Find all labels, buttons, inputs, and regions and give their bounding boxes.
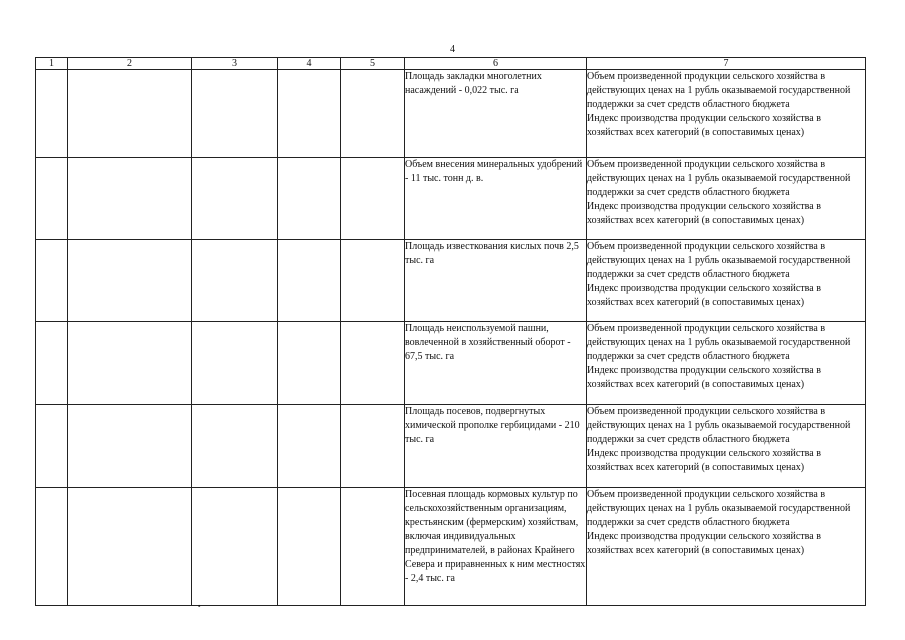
result-cell: Объем произведенной продукции сельского хозяйства в действующих ценах на 1 рубль оказываемой государственной поддержки за счет средств областного бюджета Индекс производства продукции сельского хозяйства в хозяйствах всех категорий (в сопоставимых ценах) — [587, 240, 866, 322]
empty-cell — [68, 488, 192, 606]
empty-cell — [278, 240, 341, 322]
indicator-cell: Площадь известкования кислых почв 2,5 тыс. га — [405, 240, 587, 322]
indicator-cell: Площадь закладки многолетних насаждений - 0,022 тыс. га — [405, 70, 587, 158]
result-cell: Объем произведенной продукции сельского хозяйства в действующих ценах на 1 рубль оказываемой государственной поддержки за счет средств областного бюджета Индекс производства продукции сельского хозяйства в хозяйствах всех категорий (в сопоставимых ценах) — [587, 488, 866, 606]
result-cell: Объем произведенной продукции сельского хозяйства в действующих ценах на 1 рубль оказываемой государственной поддержки за счет средств областного бюджета Индекс производства продукции сельского хозяйства в хозяйствах всех категорий (в сопоставимых ценах) — [587, 322, 866, 405]
empty-cell — [278, 322, 341, 405]
result-cell: Объем произведенной продукции сельского хозяйства в действующих ценах на 1 рубль оказываемой государственной поддержки за счет средств областного бюджета Индекс производства продукции сельского хозяйства в хозяйствах всех категорий (в сопоставимых ценах) — [587, 70, 866, 158]
indicators-table — [35, 57, 866, 606]
empty-cell — [68, 405, 192, 488]
indicator-cell: Посевная площадь кормовых культур по сельскохозяйственным организациям, крестьянским (фермерским) хозяйствам, включая индивидуальных предпринимателей, в районах Крайнего Севера и приравненных к ним местностях - 2,4 тыс. га — [405, 488, 587, 606]
indicator-cell: Площадь неиспользуемой пашни, вовлеченной в хозяйственный оборот - 67,5 тыс. га — [405, 322, 587, 405]
column-header-3: 3 — [192, 58, 278, 70]
empty-cell — [68, 158, 192, 240]
empty-cell — [278, 488, 341, 606]
column-header-1: 1 — [36, 58, 68, 70]
empty-cell — [36, 70, 68, 158]
result-cell: Объем произведенной продукции сельского хозяйства в действующих ценах на 1 рубль оказываемой государственной поддержки за счет средств областного бюджета Индекс производства продукции сельского хозяйства в хозяйствах всех категорий (в сопоставимых ценах) — [587, 405, 866, 488]
empty-cell — [36, 322, 68, 405]
empty-cell — [278, 405, 341, 488]
empty-cell — [341, 70, 405, 158]
indicator-cell: Объем внесения минеральных удобрений - 11 тыс. тонн д. в. — [405, 158, 587, 240]
empty-cell — [36, 158, 68, 240]
empty-cell — [36, 240, 68, 322]
indicator-cell: Площадь посевов, подвергнутых химической прополке гербицидами - 210 тыс. га — [405, 405, 587, 488]
empty-cell — [341, 322, 405, 405]
header-row — [36, 58, 866, 70]
empty-cell — [68, 322, 192, 405]
table-row — [36, 158, 866, 240]
empty-cell — [192, 488, 278, 606]
empty-cell — [341, 240, 405, 322]
empty-cell — [192, 405, 278, 488]
empty-cell — [192, 158, 278, 240]
empty-cell — [341, 488, 405, 606]
empty-cell — [68, 70, 192, 158]
column-header-6: 6 — [405, 58, 587, 70]
column-header-2: 2 — [68, 58, 192, 70]
empty-cell — [341, 405, 405, 488]
empty-cell — [36, 488, 68, 606]
scan-speck: ▪ — [198, 602, 201, 610]
result-cell: Объем произведенной продукции сельского хозяйства в действующих ценах на 1 рубль оказываемой государственной поддержки за счет средств областного бюджета Индекс производства продукции сельского хозяйства в хозяйствах всех категорий (в сопоставимых ценах) — [587, 158, 866, 240]
table-row — [36, 70, 866, 158]
column-header-4: 4 — [278, 58, 341, 70]
empty-cell — [278, 70, 341, 158]
column-header-7: 7 — [587, 58, 866, 70]
empty-cell — [192, 322, 278, 405]
table-row — [36, 240, 866, 322]
empty-cell — [68, 240, 192, 322]
empty-cell — [278, 158, 341, 240]
page-number: 4 — [450, 44, 455, 55]
table-row — [36, 405, 866, 488]
table-row — [36, 322, 866, 405]
column-header-5: 5 — [341, 58, 405, 70]
empty-cell — [36, 405, 68, 488]
empty-cell — [192, 240, 278, 322]
table-row — [36, 488, 866, 606]
empty-cell — [341, 158, 405, 240]
empty-cell — [192, 70, 278, 158]
